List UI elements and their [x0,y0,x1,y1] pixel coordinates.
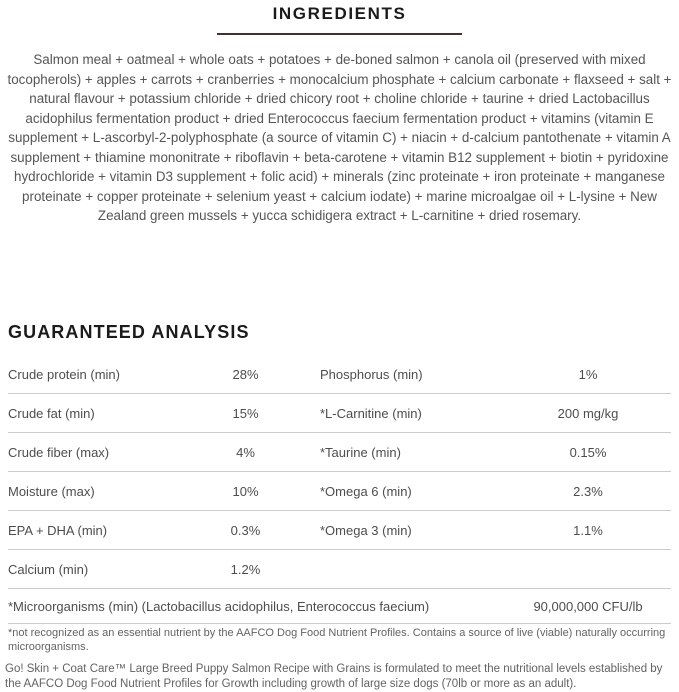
ingredients-section [0,0,679,226]
ingredients-title: INGREDIENTS [272,4,407,23]
nutrient-value: 90,000,000 CFU/lb [533,598,643,614]
nutrient-label: Phosphorus (min) [320,366,423,382]
nutrient-label: Crude fat (min) [8,405,95,421]
analysis-row-moisture-omega6 [8,472,671,511]
nutrient-value: 200 mg/kg [557,405,619,421]
guaranteed-analysis-table [8,355,671,624]
guaranteed-analysis-title: GUARANTEED ANALYSIS [8,322,250,342]
title-divider-rule [217,33,462,35]
nutrient-label: Moisture (max) [8,483,95,499]
analysis-row-calcium [8,550,671,589]
nutrient-value: 2.3% [573,483,603,499]
nutrient-value: 28% [232,366,259,382]
asterisk-footnote: *not recognized as an essential nutrient by the AAFCO Dog Food Nutrient Profiles. Contains a source of live (viable) naturally occurring microorganisms. [8,627,666,653]
nutrient-label: *Taurine (min) [320,444,401,460]
nutrient-label: *Omega 6 (min) [320,483,412,499]
nutrient-value: 10% [232,483,259,499]
ingredients-text: Salmon meal + oatmeal + whole oats + potatoes + de-boned salmon + canola oil (preserved with mixed tocopherols) + apples + carrots + cranberries + monocalcium phosphate + calcium carbonate + flaxseed + salt + natural flavour + potassium chloride + dried chicory root + choline chloride + taurine + dried Lactobacillus acidophilus fermentation product + dried Enterococcus faecium fermentation product + vitamins (vitamin E supplement + L-ascorbyl-2-polyphosphate (a source of vitamin C) + niacin + d-calcium pantothenate + vitamin A supplement + thiamine mononitrate + riboflavin + beta-carotene + vitamin B12 supplement + biotin + pyridoxine hydrochloride + vitamin D3 supplement + folic acid) + minerals (zinc proteinate + iron proteinate + manganese proteinate + copper proteinate + selenium yeast + calcium iodate) + marine microalgae oil + L-lysine + New Zealand green mussels + yucca schidigera extract + L-carnitine + dried rosemary. [7,52,672,223]
nutrient-value: 1% [578,366,598,382]
analysis-row-microorganisms [8,589,671,624]
nutrient-label: Crude fiber (max) [8,444,110,460]
nutrient-label: *Omega 3 (min) [320,522,412,538]
analysis-row-epa-omega3 [8,511,671,550]
nutrient-value: 0.3% [230,522,261,538]
nutrient-label: *L-Carnitine (min) [320,405,422,421]
analysis-row-protein-phosphorus [8,355,671,394]
nutrient-value: 1.1% [573,522,603,538]
analysis-row-fat-carnitine [8,394,671,433]
nutrient-label: EPA + DHA (min) [8,522,108,538]
nutrient-label: Crude protein (min) [8,366,120,382]
aafco-formulation-note: Go! Skin + Coat Care™ Large Breed Puppy Salmon Recipe with Grains is formulated to meet the nutritional levels established by the AAFCO Dog Food Nutrient Profiles for Growth including growth of large size dogs (70lb or more as an adult). [5,663,663,690]
nutrient-label: Calcium (min) [8,561,89,577]
nutrient-value: 4% [236,444,255,460]
analysis-row-fiber-taurine [8,433,671,472]
nutrient-value: 0.15% [569,444,607,460]
nutrient-label: *Microorganisms (min) (Lactobacillus acidophilus, Enterococcus faecium) [8,598,430,614]
nutrient-value: 1.2% [230,561,261,577]
nutrient-value: 15% [232,405,259,421]
